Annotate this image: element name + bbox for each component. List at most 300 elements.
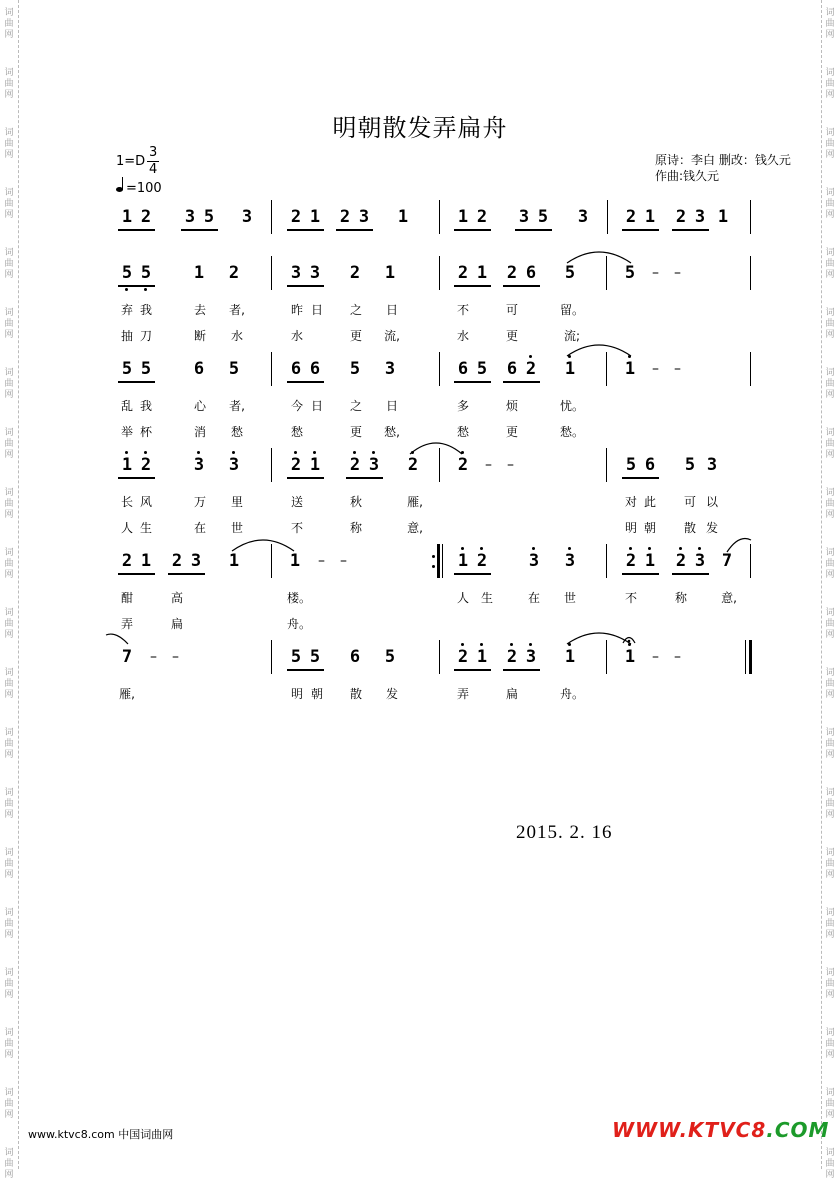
watermark-char: 词 xyxy=(4,188,14,198)
beam xyxy=(622,573,659,575)
watermark-char: 网 xyxy=(825,630,835,640)
score-row-4 xyxy=(0,448,840,482)
note: 5 xyxy=(140,263,152,283)
watermark-char: 曲 xyxy=(825,19,835,29)
watermark-char: 网 xyxy=(4,570,14,580)
note: 2 xyxy=(476,551,488,571)
watermark-char: 曲 xyxy=(4,1159,14,1169)
watermark-char: 曲 xyxy=(825,439,835,449)
logo-mid: KTVC8 xyxy=(688,1118,767,1142)
note: 2 xyxy=(339,207,351,227)
high-octave-dot xyxy=(144,451,147,454)
watermark-char: 词 xyxy=(4,608,14,618)
score-row-5 xyxy=(0,544,840,578)
watermark-char: 曲 xyxy=(825,559,835,569)
watermark-char: 网 xyxy=(825,330,835,340)
watermark-char: 词 xyxy=(825,548,835,558)
lyric: 之 xyxy=(349,303,362,317)
watermark-char: 网 xyxy=(4,1170,14,1180)
lyric: 发 xyxy=(385,687,398,701)
lyric: 者, xyxy=(229,303,245,317)
note: 3 xyxy=(564,551,576,571)
time-signature xyxy=(147,145,159,178)
hold-dash: – xyxy=(172,649,179,665)
watermark-char: 曲 xyxy=(4,679,14,689)
note: 3 xyxy=(190,551,202,571)
watermark-char: 词 xyxy=(825,728,835,738)
watermark-char: 曲 xyxy=(4,619,14,629)
note: 1 xyxy=(397,207,409,227)
note: 2 xyxy=(457,455,469,475)
watermark-char: 曲 xyxy=(4,499,14,509)
watermark-char: 网 xyxy=(4,990,14,1000)
lyric: 水 xyxy=(230,329,243,343)
high-octave-dot xyxy=(480,643,483,646)
beam xyxy=(454,669,491,671)
hold-dash: – xyxy=(340,553,347,569)
note: 3 xyxy=(706,455,718,475)
watermark-char: 网 xyxy=(4,750,14,760)
watermark-char: 曲 xyxy=(825,739,835,749)
beam xyxy=(515,229,552,231)
barline xyxy=(439,200,440,234)
watermark-char: 网 xyxy=(4,30,14,40)
watermark-char: 曲 xyxy=(825,979,835,989)
note: 1 xyxy=(564,647,576,667)
watermark-char: 词 xyxy=(4,668,14,678)
hold-dash: – xyxy=(652,265,659,281)
beam xyxy=(181,229,218,231)
watermark-char: 词 xyxy=(4,308,14,318)
beam xyxy=(287,477,324,479)
lyric: 扁 xyxy=(505,687,518,701)
high-octave-dot xyxy=(568,547,571,550)
watermark-char: 曲 xyxy=(825,919,835,929)
lyric: 意, xyxy=(721,591,737,605)
watermark-char: 网 xyxy=(825,90,835,100)
lyric: 发 xyxy=(705,521,718,535)
note: 3 xyxy=(577,207,589,227)
watermark-char: 网 xyxy=(825,810,835,820)
hold-dash: – xyxy=(318,553,325,569)
watermark-char: 词 xyxy=(825,908,835,918)
watermark-char: 曲 xyxy=(4,739,14,749)
footer-logo xyxy=(612,1118,829,1142)
watermark-char: 词 xyxy=(4,248,14,258)
lyric: 愁。 xyxy=(559,425,584,439)
lyric: 此 xyxy=(643,495,656,509)
note: 2 xyxy=(290,455,302,475)
tempo-marking xyxy=(116,181,162,196)
tie-arc xyxy=(565,247,633,265)
beam xyxy=(622,229,659,231)
watermark-char: 网 xyxy=(4,210,14,220)
watermark-char: 曲 xyxy=(825,799,835,809)
high-octave-dot xyxy=(629,547,632,550)
high-octave-dot xyxy=(648,547,651,550)
lyric: 秋 xyxy=(349,495,362,509)
watermark-char: 词 xyxy=(4,848,14,858)
note: 1 xyxy=(309,455,321,475)
watermark-char: 词 xyxy=(4,1028,14,1038)
note: 6 xyxy=(506,359,518,379)
score-row-3 xyxy=(0,352,840,386)
lyric: 以 xyxy=(705,495,718,509)
watermark-char: 词 xyxy=(825,188,835,198)
high-octave-dot xyxy=(480,547,483,550)
lyric: 生 xyxy=(139,521,152,535)
watermark-char: 网 xyxy=(825,1170,835,1180)
note: 6 xyxy=(457,359,469,379)
watermark-char: 网 xyxy=(825,930,835,940)
lyric: 明 xyxy=(290,687,303,701)
barline xyxy=(439,256,440,290)
note: 1 xyxy=(624,647,636,667)
watermark-char: 词 xyxy=(4,128,14,138)
tie-arc xyxy=(408,438,464,456)
watermark-char: 词 xyxy=(825,68,835,78)
lyric: 世 xyxy=(230,521,243,535)
note: 3 xyxy=(694,207,706,227)
note: 1 xyxy=(289,551,301,571)
beam xyxy=(503,285,540,287)
watermark-char: 网 xyxy=(825,870,835,880)
note: 2 xyxy=(675,551,687,571)
lyric: 日 xyxy=(310,399,323,413)
beam xyxy=(503,381,540,383)
note: 5 xyxy=(537,207,549,227)
tie-arc xyxy=(230,535,296,553)
watermark-char: 网 xyxy=(4,810,14,820)
watermark-char: 曲 xyxy=(4,139,14,149)
lyric: 扁 xyxy=(170,617,183,631)
watermark-char: 网 xyxy=(825,990,835,1000)
barline xyxy=(750,256,751,290)
score-row-6 xyxy=(0,640,840,674)
watermark-char: 网 xyxy=(4,330,14,340)
note: 3 xyxy=(228,455,240,475)
high-octave-dot xyxy=(232,451,235,454)
watermark-char: 网 xyxy=(825,690,835,700)
tie-arc xyxy=(565,628,633,646)
watermark-char: 曲 xyxy=(825,859,835,869)
watermark-char: 词 xyxy=(4,1148,14,1158)
lyric: 意, xyxy=(407,521,423,535)
note: 7 xyxy=(721,551,733,571)
high-octave-dot xyxy=(461,643,464,646)
lyric: 人 xyxy=(456,591,469,605)
watermark-char: 曲 xyxy=(4,259,14,269)
watermark-char: 网 xyxy=(4,1110,14,1120)
note: 5 xyxy=(228,359,240,379)
lyric: 更 xyxy=(505,329,518,343)
lyric: 雁, xyxy=(407,495,423,509)
lyric: 世 xyxy=(563,591,576,605)
note: 5 xyxy=(309,647,321,667)
beam xyxy=(622,477,659,479)
note: 2 xyxy=(121,551,133,571)
watermark-char: 词 xyxy=(825,1028,835,1038)
watermark-char: 网 xyxy=(4,390,14,400)
watermark-char: 曲 xyxy=(825,79,835,89)
beam xyxy=(287,285,324,287)
barline xyxy=(271,640,272,674)
repeat-dot xyxy=(432,565,435,568)
lyric: 舟。 xyxy=(286,617,311,631)
watermark-char: 曲 xyxy=(4,559,14,569)
beam xyxy=(287,669,324,671)
watermark-char: 网 xyxy=(825,510,835,520)
lyric: 更 xyxy=(349,425,362,439)
note: 3 xyxy=(358,207,370,227)
watermark-char: 网 xyxy=(825,210,835,220)
tie-arc xyxy=(565,340,633,358)
lyric: 断 xyxy=(193,329,206,343)
watermark-char: 词 xyxy=(825,488,835,498)
watermark-char: 网 xyxy=(825,150,835,160)
note: 2 xyxy=(506,263,518,283)
tie-arc-continued xyxy=(104,632,130,646)
lyric: 弄 xyxy=(120,617,133,631)
note: 2 xyxy=(625,207,637,227)
note: 1 xyxy=(476,647,488,667)
watermark-char: 曲 xyxy=(825,139,835,149)
hold-dash: – xyxy=(485,457,492,473)
watermark-char: 词 xyxy=(4,428,14,438)
watermark-char: 曲 xyxy=(825,499,835,509)
note: 6 xyxy=(644,455,656,475)
high-octave-dot xyxy=(353,451,356,454)
barline xyxy=(271,352,272,386)
barline xyxy=(750,200,751,234)
watermark-char: 词 xyxy=(825,848,835,858)
note: 1 xyxy=(457,207,469,227)
hold-dash: – xyxy=(507,457,514,473)
watermark-char: 词 xyxy=(825,128,835,138)
watermark-char: 网 xyxy=(4,630,14,640)
watermark-char: 曲 xyxy=(4,799,14,809)
lyric: 里 xyxy=(230,495,243,509)
watermark-char: 网 xyxy=(825,1110,835,1120)
watermark-char: 网 xyxy=(825,750,835,760)
lyric: 人 xyxy=(120,521,133,535)
note: 1 xyxy=(384,263,396,283)
lyric: 愁 xyxy=(290,425,303,439)
lyric: 乱 xyxy=(120,399,133,413)
barline xyxy=(606,448,607,482)
beam xyxy=(454,285,491,287)
watermark-char: 词 xyxy=(825,1148,835,1158)
beam xyxy=(454,573,491,575)
composition-date: 2015. 2. 16 xyxy=(516,822,613,843)
final-barline-thin xyxy=(745,640,746,674)
quarter-note-icon xyxy=(116,187,123,192)
lyric: 在 xyxy=(527,591,540,605)
note: 5 xyxy=(564,263,576,283)
watermark-char: 曲 xyxy=(4,919,14,929)
lyric: 我 xyxy=(139,303,152,317)
lyric: 水 xyxy=(456,329,469,343)
beam xyxy=(346,477,383,479)
beam xyxy=(336,229,373,231)
watermark-char: 网 xyxy=(4,510,14,520)
watermark-char: 网 xyxy=(4,90,14,100)
high-octave-dot xyxy=(294,451,297,454)
beam xyxy=(454,381,491,383)
watermark-char: 曲 xyxy=(825,1159,835,1169)
watermark-char: 网 xyxy=(825,270,835,280)
note: 2 xyxy=(476,207,488,227)
note: 3 xyxy=(528,551,540,571)
watermark-char: 网 xyxy=(4,690,14,700)
song-title: 明朝散发弄扁舟 xyxy=(332,114,508,142)
watermark-char: 词 xyxy=(825,1088,835,1098)
note: 5 xyxy=(476,359,488,379)
watermark-char: 词 xyxy=(825,368,835,378)
watermark-char: 网 xyxy=(4,270,14,280)
watermark-char: 曲 xyxy=(825,679,835,689)
lyric: 雁, xyxy=(119,687,135,701)
watermark-char: 词 xyxy=(825,428,835,438)
watermark-char: 曲 xyxy=(4,1039,14,1049)
lyric: 可 xyxy=(505,303,518,317)
note: 1 xyxy=(228,551,240,571)
beam xyxy=(672,573,709,575)
time-sig-numerator: 3 xyxy=(149,145,158,160)
note: 1 xyxy=(140,551,152,571)
watermark-char: 网 xyxy=(825,30,835,40)
logo-prefix: WWW. xyxy=(612,1118,689,1142)
lyric: 日 xyxy=(310,303,323,317)
lyric: 消 xyxy=(193,425,206,439)
watermark-char: 网 xyxy=(825,390,835,400)
lyric: 心 xyxy=(193,399,206,413)
lyric: 高 xyxy=(170,591,183,605)
beam xyxy=(118,381,155,383)
lyric: 昨 xyxy=(290,303,303,317)
note: 5 xyxy=(140,359,152,379)
time-sig-denominator: 4 xyxy=(149,162,158,177)
lyric: 送 xyxy=(290,495,303,509)
credits-lyricist: 原诗：李白 删改：钱久元 xyxy=(655,153,791,167)
watermark-char: 曲 xyxy=(825,619,835,629)
note: 6 xyxy=(193,359,205,379)
lyric: 之 xyxy=(349,399,362,413)
watermark-char: 曲 xyxy=(825,379,835,389)
lyric: 举 xyxy=(120,425,133,439)
high-octave-dot xyxy=(510,643,513,646)
note: 2 xyxy=(506,647,518,667)
barline xyxy=(607,200,608,234)
low-octave-dot xyxy=(125,288,128,291)
barline xyxy=(606,544,607,578)
footer-site-text: www.ktvc8.com 中国词曲网 xyxy=(28,1128,174,1141)
logo-suffix: .COM xyxy=(766,1118,830,1142)
barline xyxy=(271,200,272,234)
barline xyxy=(439,640,440,674)
note: 2 xyxy=(290,207,302,227)
watermark-char: 词 xyxy=(4,728,14,738)
key-signature: 1=D xyxy=(116,154,146,169)
beam xyxy=(503,669,540,671)
lyric: 流, xyxy=(384,329,400,343)
watermark-char: 词 xyxy=(4,368,14,378)
lyric: 去 xyxy=(193,303,206,317)
watermark-char: 词 xyxy=(4,908,14,918)
watermark-char: 网 xyxy=(825,570,835,580)
watermark-char: 曲 xyxy=(825,1099,835,1109)
watermark-char: 曲 xyxy=(4,79,14,89)
note: 1 xyxy=(717,207,729,227)
watermark-char: 曲 xyxy=(4,379,14,389)
watermark-char: 曲 xyxy=(4,199,14,209)
lyric: 日 xyxy=(385,303,398,317)
note: 5 xyxy=(624,263,636,283)
barline xyxy=(439,352,440,386)
credits xyxy=(655,152,791,184)
watermark-char: 词 xyxy=(4,68,14,78)
lyric: 多 xyxy=(456,399,469,413)
watermark-char: 网 xyxy=(825,450,835,460)
note: 6 xyxy=(309,359,321,379)
score-row-1 xyxy=(0,200,840,234)
repeat-barline xyxy=(437,544,440,578)
note: 2 xyxy=(140,207,152,227)
note: 5 xyxy=(625,455,637,475)
note: 1 xyxy=(624,359,636,379)
note: 3 xyxy=(241,207,253,227)
watermark-char: 词 xyxy=(4,488,14,498)
lyric: 弃 xyxy=(120,303,133,317)
beam xyxy=(118,573,155,575)
high-octave-dot xyxy=(372,451,375,454)
note: 2 xyxy=(625,551,637,571)
note: 2 xyxy=(349,455,361,475)
low-octave-dot xyxy=(144,288,147,291)
hold-dash: – xyxy=(674,649,681,665)
lyric: 散 xyxy=(683,521,696,535)
barline xyxy=(271,448,272,482)
hold-dash: – xyxy=(674,361,681,377)
lyric: 流; xyxy=(563,329,581,343)
lyric: 忧。 xyxy=(559,399,584,413)
lyric: 万 xyxy=(193,495,206,509)
lyric: 刀 xyxy=(139,329,152,343)
watermark-char: 词 xyxy=(825,968,835,978)
note: 2 xyxy=(228,263,240,283)
final-barline-thick xyxy=(749,640,752,674)
note: 1 xyxy=(309,207,321,227)
lyric: 更 xyxy=(349,329,362,343)
note: 3 xyxy=(184,207,196,227)
lyric: 不 xyxy=(290,521,303,535)
watermark-char: 词 xyxy=(4,548,14,558)
watermark-char: 词 xyxy=(825,608,835,618)
note: 1 xyxy=(121,207,133,227)
lyric: 楼。 xyxy=(286,591,311,605)
lyric: 不 xyxy=(456,303,469,317)
lyric: 舟。 xyxy=(559,687,584,701)
watermark-char: 网 xyxy=(4,450,14,460)
watermark-char: 曲 xyxy=(825,199,835,209)
watermark-char: 词 xyxy=(825,668,835,678)
watermark-char: 曲 xyxy=(825,1039,835,1049)
watermark-char: 曲 xyxy=(825,259,835,269)
watermark-char: 曲 xyxy=(4,1099,14,1109)
lyric: 愁 xyxy=(230,425,243,439)
note: 1 xyxy=(564,359,576,379)
note: 5 xyxy=(384,647,396,667)
